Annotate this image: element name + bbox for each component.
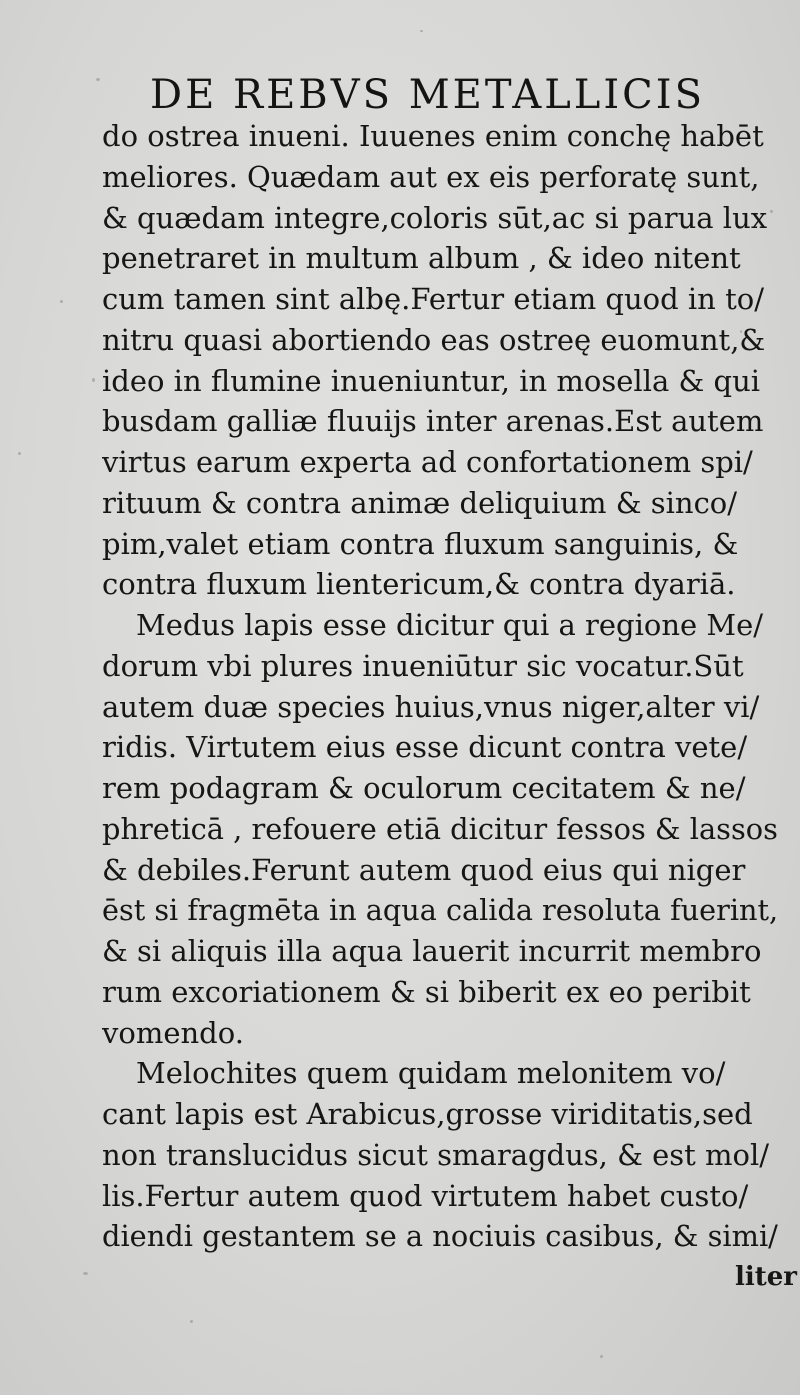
text-line: pim,valet etiam contra fluxum sanguinis, & — [102, 526, 739, 561]
text-line: Medus lapis esse dicitur qui a regione Me/ — [136, 608, 764, 642]
text-line: Melochites quem quidam melonitem vo/ — [136, 1056, 726, 1091]
text-line: vomendo. — [102, 1015, 244, 1050]
text-line: cant lapis est Arabicus,grosse viriditatis,sed — [102, 1097, 753, 1131]
text-line: ideo in flumine inueniuntur, in mosella & qui — [102, 363, 761, 398]
text-line: autem duæ species huius,vnus niger,alter vi/ — [102, 689, 760, 724]
text-line: rituum & contra animæ deliquium & sinco/ — [102, 485, 738, 520]
text-line: cum tamen sint albę.Fertur etiam quod in to/ — [102, 282, 764, 316]
text-line: & si aliquis illa aqua lauerit incurrit membro — [102, 934, 762, 968]
text-line: busdam galliæ fluuijs inter arenas.Est autem — [102, 404, 764, 439]
text-line: phreticā , refouere etiā dicitur fessos & lassos — [102, 811, 778, 846]
text-line: contra fluxum lientericum,& contra dyariā. — [102, 567, 736, 602]
text-line: lis.Fertur autem quod virtutem habet custo/ — [102, 1178, 749, 1213]
text-line: virtus earum experta ad confortationem spi/ — [102, 445, 753, 479]
text-line: & quædam integre,coloris sūt,ac si parua lux — [102, 200, 768, 235]
text-line: nitru quasi abortiendo eas ostreę euomunt,& — [102, 322, 766, 357]
text-line: ēst si fragmēta in aqua calida resoluta fuerint, — [102, 893, 778, 928]
text-line: diendi gestantem se a nociuis casibus, & simi/ — [102, 1219, 778, 1254]
running-head: DE REBVS METALLICIS — [150, 72, 705, 118]
body-text — [102, 116, 778, 1257]
text-line: meliores. Quædam aut ex eis perforatę sunt, — [102, 159, 760, 194]
catchword: liter — [735, 1262, 798, 1292]
text-line: & debiles.Ferunt autem quod eius qui niger — [102, 852, 746, 887]
text-line: rum excoriationem & si biberit ex eo peribit — [102, 974, 751, 1009]
text-line: dorum vbi plures inueniūtur sic vocatur.Sūt — [102, 648, 744, 683]
text-line: penetraret in multum album , & ideo nitent — [102, 241, 741, 276]
text-line: non translucidus sicut smaragdus, & est mol/ — [102, 1137, 770, 1172]
text-line: rem podagram & oculorum cecitatem & ne/ — [102, 771, 746, 805]
text-line: ridis. Virtutem eius esse dicunt contra vete/ — [102, 730, 748, 765]
text-line: do ostrea inueni. Iuuenes enim conchę habēt — [102, 119, 764, 153]
